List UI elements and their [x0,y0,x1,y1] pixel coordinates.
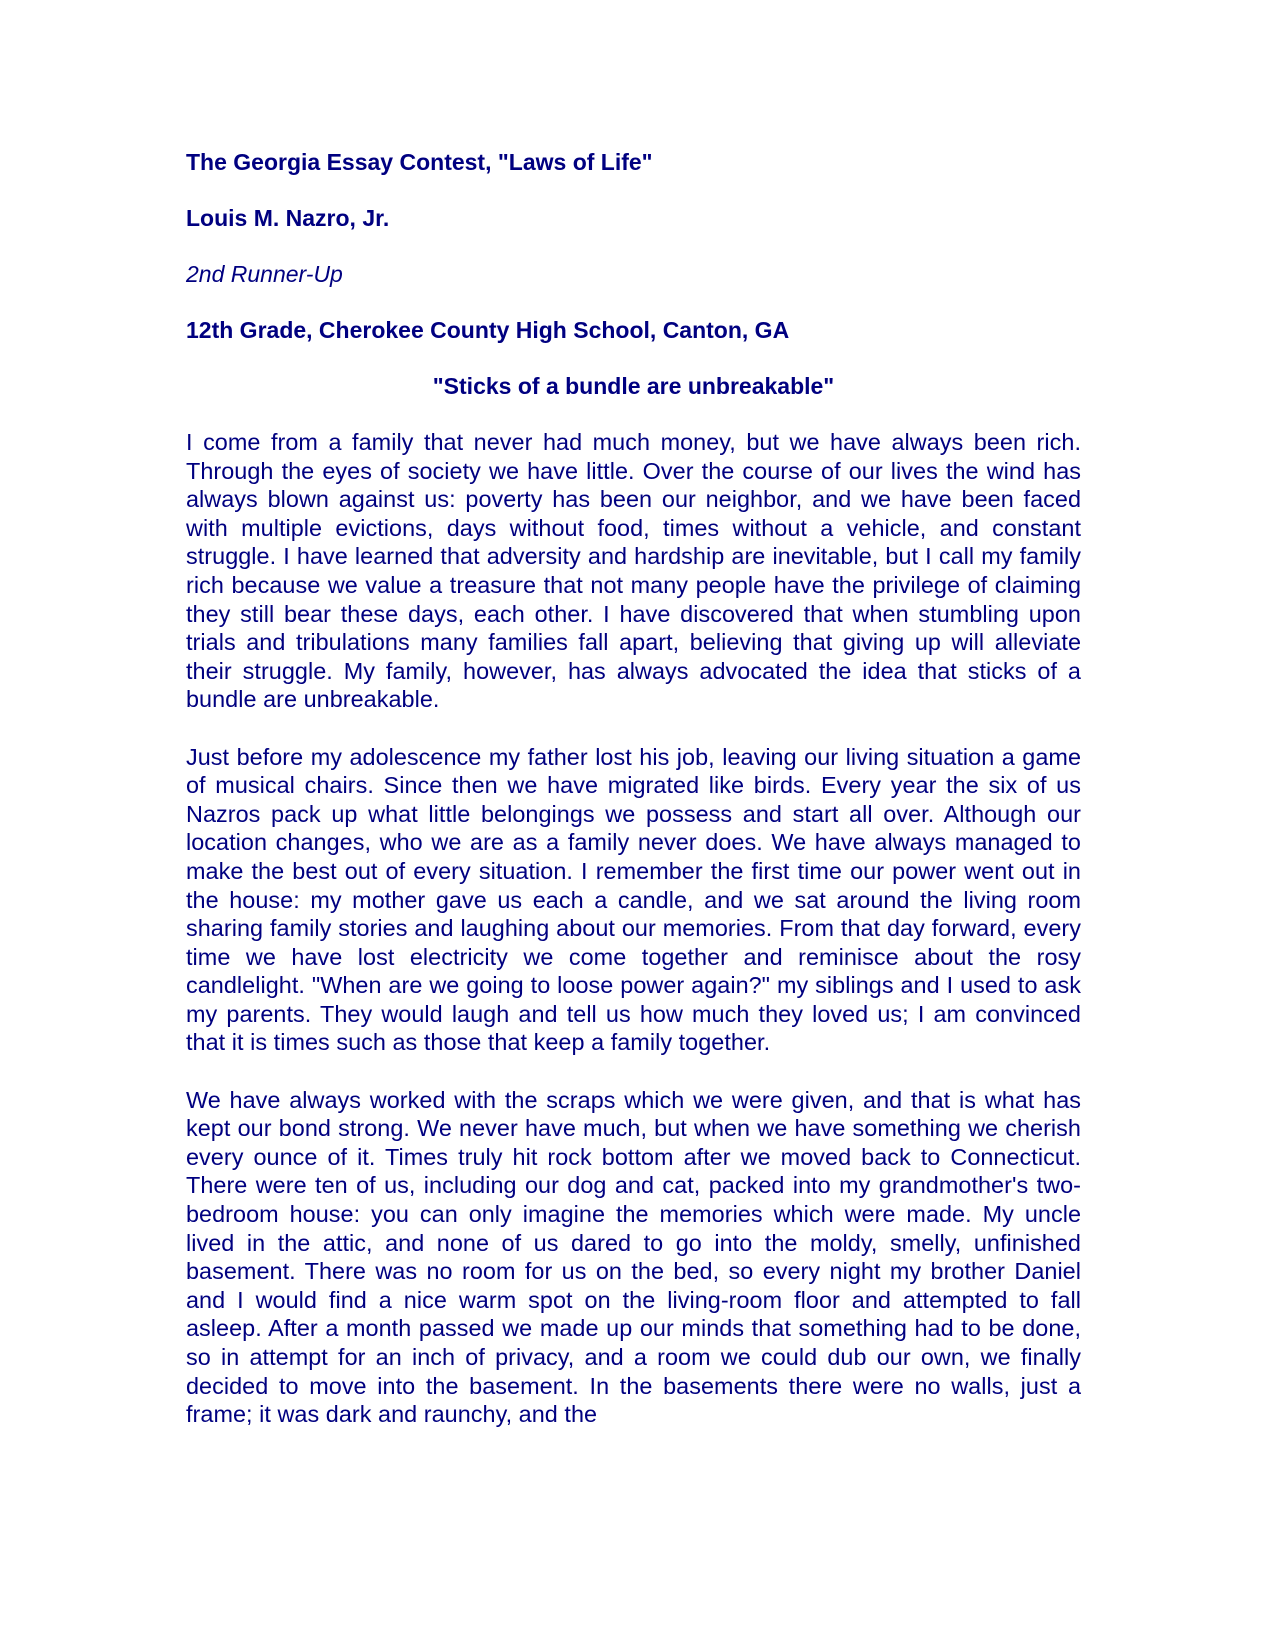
essay-paragraph: I come from a family that never had much money, but we have always been rich. Through the eyes of society we have little. Over the course of our lives the wind has always blown against us: poverty has been our neighbor, and we have been faced with multiple evictions, days without food, times without a vehicle, and constant struggle. I have learned that adversity and hardship are inevitable, but I call my family rich because we value a treasure that not many people have the privilege of claiming they still bear these days, each other. I have discovered that when stumbling upon trials and tribulations many families fall apart, believing that giving up will alleviate their struggle. My family, however, has always advocated the idea that sticks of a bundle are unbreakable. [186,429,1081,713]
essay-title: "Sticks of a bundle are unbreakable" [432,373,835,399]
contest-title: The Georgia Essay Contest, "Laws of Life" [186,149,653,175]
school-info: 12th Grade, Cherokee County High School, Canton, GA [186,317,790,343]
author-name: Louis M. Nazro, Jr. [186,205,390,231]
essay-paragraph: We have always worked with the scraps which we were given, and that is what has kept our bond strong. We never have much, but when we have something we cherish every ounce of it. Times truly hit rock bottom after we moved back to Connecticut. There were ten of us, including our dog and cat, packed into my grandmother's two-bedroom house: you can only imagine the memories which were made. My uncle lived in the attic, and none of us dared to go into the moldy, smelly, unfinished basement. There was no room for us on the bed, so every night my brother Daniel and I would find a nice warm spot on the living-room floor and attempted to fall asleep. After a month passed we made up our minds that something had to be done, so in attempt for an inch of privacy, and a room we could dub our own, we finally decided to move into the basement. In the basements there were no walls, just a frame; it was dark and raunchy, and the [186,1086,1081,1428]
essay-paragraph: Just before my adolescence my father lost his job, leaving our living situation a game of musical chairs. Since then we have migrated like birds. Every year the six of us Nazros pack up what little belongings we possess and start all over. Although our location changes, who we are as a family never does. We have always managed to make the best out of every situation. I remember the first time our power went out in the house: my mother gave us each a candle, and we sat around the living room sharing family stories and laughing about our memories. From that day forward, every time we have lost electricity we come together and reminisce about the rosy candlelight. "When are we going to loose power again?" my siblings and I used to ask my parents. They would laugh and tell us how much they loved us; I am convinced that it is times such as those that keep a family together. [186,743,1081,1056]
document-content [186,148,1081,1429]
award-label: 2nd Runner-Up [186,261,343,287]
